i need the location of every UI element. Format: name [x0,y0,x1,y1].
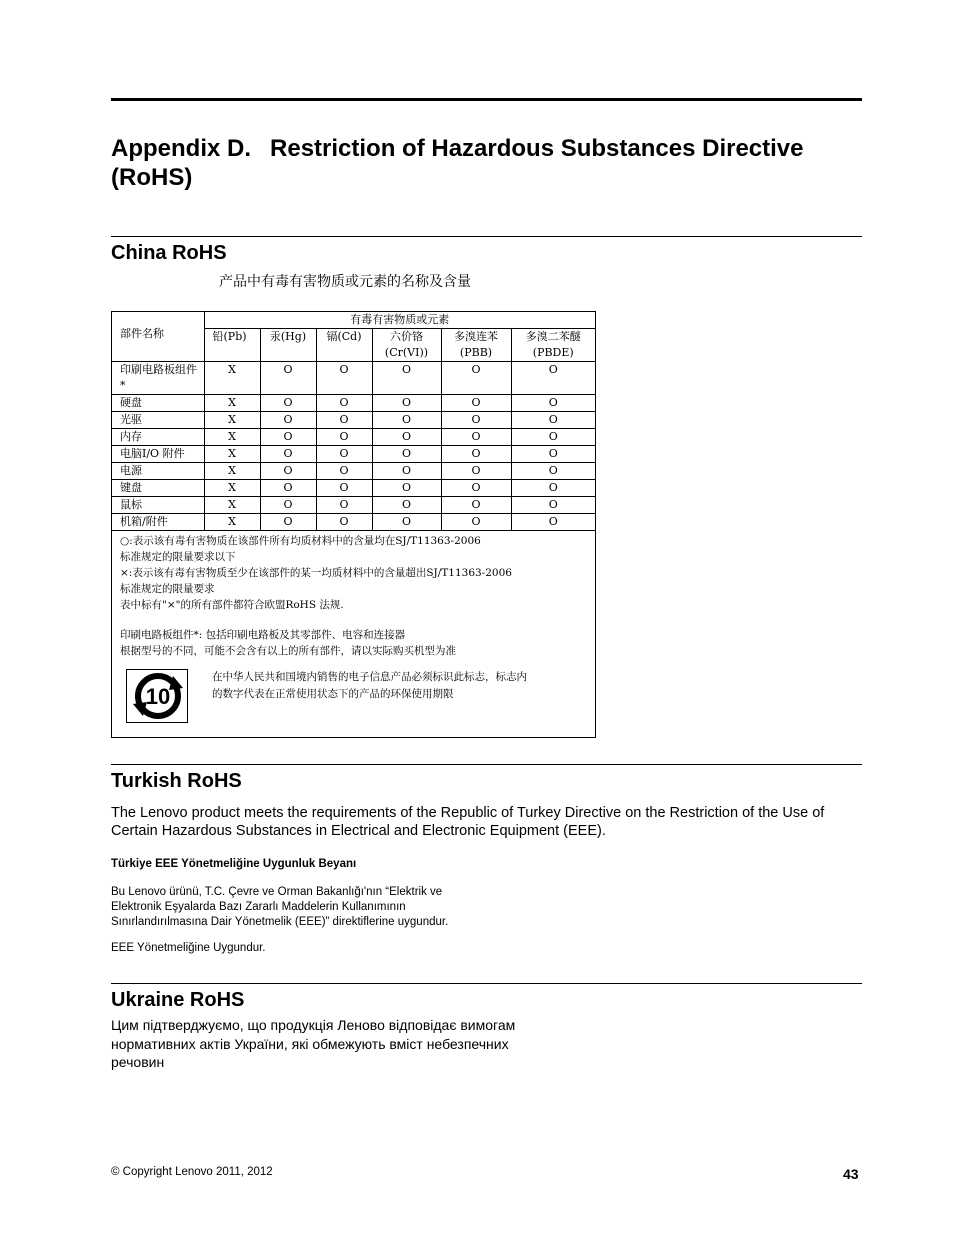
ukraine-line: нормативних актів України, які обмежують вміст небезпечних [111,1035,509,1052]
substance-symbol [264,345,313,361]
substance-value-cell: O [511,497,595,514]
page-title [111,134,862,192]
substance-value-cell: O [511,463,595,480]
table-notes [112,531,595,659]
note-line: ×:表示该有毒有害物质至少在该部件的某一均质材料中的含量超出SJ/T11363-2006 [120,567,512,579]
substance-value-cell: O [372,514,441,531]
substance-symbol: (Cr(VI)) [384,346,429,359]
ukraine-section-rule [111,983,862,984]
substance-value-cell: O [511,446,595,463]
substance-value-cell: X [204,514,260,531]
substance-value-cell: O [316,480,372,497]
substance-value-cell: O [260,514,316,531]
substance-value-cell: O [372,429,441,446]
substance-column-header [204,329,260,362]
substance-value-cell: O [316,429,372,446]
substances-group-header: 有毒有害物质或元素 [204,312,595,329]
substance-value-cell: X [204,497,260,514]
part-name-cell: 鼠标 [112,497,204,514]
substance-symbol [213,345,257,361]
pcb-note-line: 印刷电路板组件*: 包括印刷电路板及其零部件、电容和连接器 [120,629,406,641]
substance-value-cell: X [204,429,260,446]
substance-value-cell: O [316,514,372,531]
substance-value-cell: X [204,362,260,395]
part-name-cell: 电脑I/O 附件 [112,446,204,463]
recycle-10-icon [127,670,187,722]
part-name-header: 部件名称 [112,312,204,362]
epup-number: 10 [145,684,171,709]
pcb-note-line: 根据型号的不同，可能不会含有以上的所有部件，请以实际购买机型为准 [120,645,456,657]
substance-value-cell: O [511,395,595,412]
table-row [112,429,595,446]
china-table-title: 产品中有毒有害物质或元素的名称及含量 [219,274,471,290]
epup-logo [126,669,188,723]
substance-value-cell: O [372,395,441,412]
substance-value-cell: O [372,497,441,514]
declaration-line: Sınırlandırılmasına Dair Yönetmelik (EEE)” direktiflerine uygundur. [111,916,449,928]
table-row [112,497,595,514]
turkey-heading: Turkish RoHS [111,770,242,792]
substance-value-cell: O [441,480,511,497]
note-line: 表中标有"×"的所有部件都符合欧盟RoHS 法规. [120,599,344,611]
substance-value-cell: X [204,446,260,463]
substance-value-cell: O [441,514,511,531]
part-name-cell: 印刷电路板组件* [112,362,204,395]
title-line-2: (RoHS) [111,164,193,191]
china-section-rule [111,236,862,237]
turkey-declaration-title: Türkiye EEE Yönetmeliğine Uygunluk Beyanı [111,858,357,870]
part-name-cell: 机箱/附件 [112,514,204,531]
title-line-1: Restriction of Hazardous Substances Directive [270,135,804,162]
copyright: © Copyright Lenovo 2011, 2012 [111,1166,273,1178]
ukraine-heading: Ukraine RoHS [111,989,245,1011]
substance-value-cell: O [260,362,316,395]
substance-value-cell: O [372,463,441,480]
substance-value-cell: O [441,362,511,395]
table-row [112,514,595,531]
substance-name: 多溴二苯醚 [525,330,581,343]
turkey-paragraph: The Lenovo product meets the requirements of the Republic of Turkey Directive on the Restriction of the Use of Certain Hazardous Substances in Electrical and Electronic Equipment (EEE). [111,805,825,839]
turkey-section-rule [111,764,862,765]
substance-value-cell: O [372,446,441,463]
hazardous-substances-table [112,312,595,531]
substance-value-cell: O [260,446,316,463]
substance-value-cell: O [372,412,441,429]
china-rohs-table-block [111,311,596,738]
substance-value-cell: X [204,395,260,412]
part-name-cell: 光驱 [112,412,204,429]
epup-description [212,669,587,703]
substance-name: 六价铬 [390,330,423,343]
substance-name: 铅(Pb) [212,330,247,343]
substance-value-cell: O [316,362,372,395]
substance-column-header [316,329,372,362]
china-heading: China RoHS [111,242,227,264]
substance-name: 汞(Hg) [269,330,307,343]
substance-value-cell: X [204,412,260,429]
substance-column-header [441,329,511,362]
substance-value-cell: X [204,480,260,497]
substance-value-cell: O [511,480,595,497]
part-name-cell: 电源 [112,463,204,480]
substance-value-cell: O [441,395,511,412]
substance-value-cell: O [511,412,595,429]
substance-value-cell: O [441,429,511,446]
part-name-cell: 键盘 [112,480,204,497]
table-row [112,446,595,463]
substance-value-cell: O [260,497,316,514]
substance-column-header [372,329,441,362]
table-row [112,480,595,497]
substance-symbol: (PBDE) [532,346,574,359]
substance-symbol [320,345,369,361]
turkey-declaration-footer: EEE Yönetmeliğine Uygundur. [111,942,266,954]
note-line: ○:表示该有毒有害物质在该部件所有均质材料中的含量均在SJ/T11363-2006 [120,535,481,547]
declaration-line: Bu Lenovo ürünü, T.C. Çevre ve Orman Bakanlığı'nın “Elektrik ve [111,886,443,898]
declaration-line: Elektronik Eşyalarda Bazı Zararlı Maddelerin Kullanımının [111,901,406,913]
substance-value-cell: O [441,463,511,480]
substance-column-header [511,329,595,362]
table-row [112,362,595,395]
substance-value-cell: O [316,412,372,429]
substance-symbol: (PBB) [459,346,493,359]
epup-text-line: 在中华人民共和国境内销售的电子信息产品必须标识此标志，标志内 [212,671,527,683]
substance-value-cell: O [260,480,316,497]
substance-column-header [260,329,316,362]
ukraine-line: Цим підтверджуємо, що продукція Леново відповідає вимогам [111,1017,516,1033]
substance-value-cell: O [316,463,372,480]
page-number: 43 [843,1166,859,1182]
substance-value-cell: O [260,463,316,480]
substance-name: 镉(Cd) [326,330,362,343]
substance-value-cell: X [204,463,260,480]
substance-value-cell: O [511,514,595,531]
table-row [112,463,595,480]
ukraine-statement [111,1016,571,1072]
turkey-declaration-body [111,885,448,930]
substance-value-cell: O [372,362,441,395]
substance-value-cell: O [260,412,316,429]
substance-value-cell: O [372,480,441,497]
substance-value-cell: O [316,497,372,514]
ukraine-line: речовин [111,1054,165,1070]
table-row [112,395,595,412]
substance-value-cell: O [441,446,511,463]
table-row [112,412,595,429]
substance-value-cell: O [441,497,511,514]
substance-value-cell: O [316,446,372,463]
substance-value-cell: O [441,412,511,429]
part-name-cell: 内存 [112,429,204,446]
epup-text-line: 的数字代表在正常使用状态下的产品的环保使用期限 [212,688,454,700]
substance-value-cell: O [316,395,372,412]
part-name-cell: 硬盘 [112,395,204,412]
substance-value-cell: O [511,429,595,446]
top-rule [111,98,862,101]
note-line: 标准规定的限量要求 [120,583,215,595]
substance-value-cell: O [260,395,316,412]
appendix-label: Appendix D. [111,135,252,162]
substance-value-cell: O [260,429,316,446]
substance-value-cell: O [511,362,595,395]
substance-name: 多溴连苯 [454,330,498,343]
note-line: 标准规定的限量要求以下 [120,551,236,563]
